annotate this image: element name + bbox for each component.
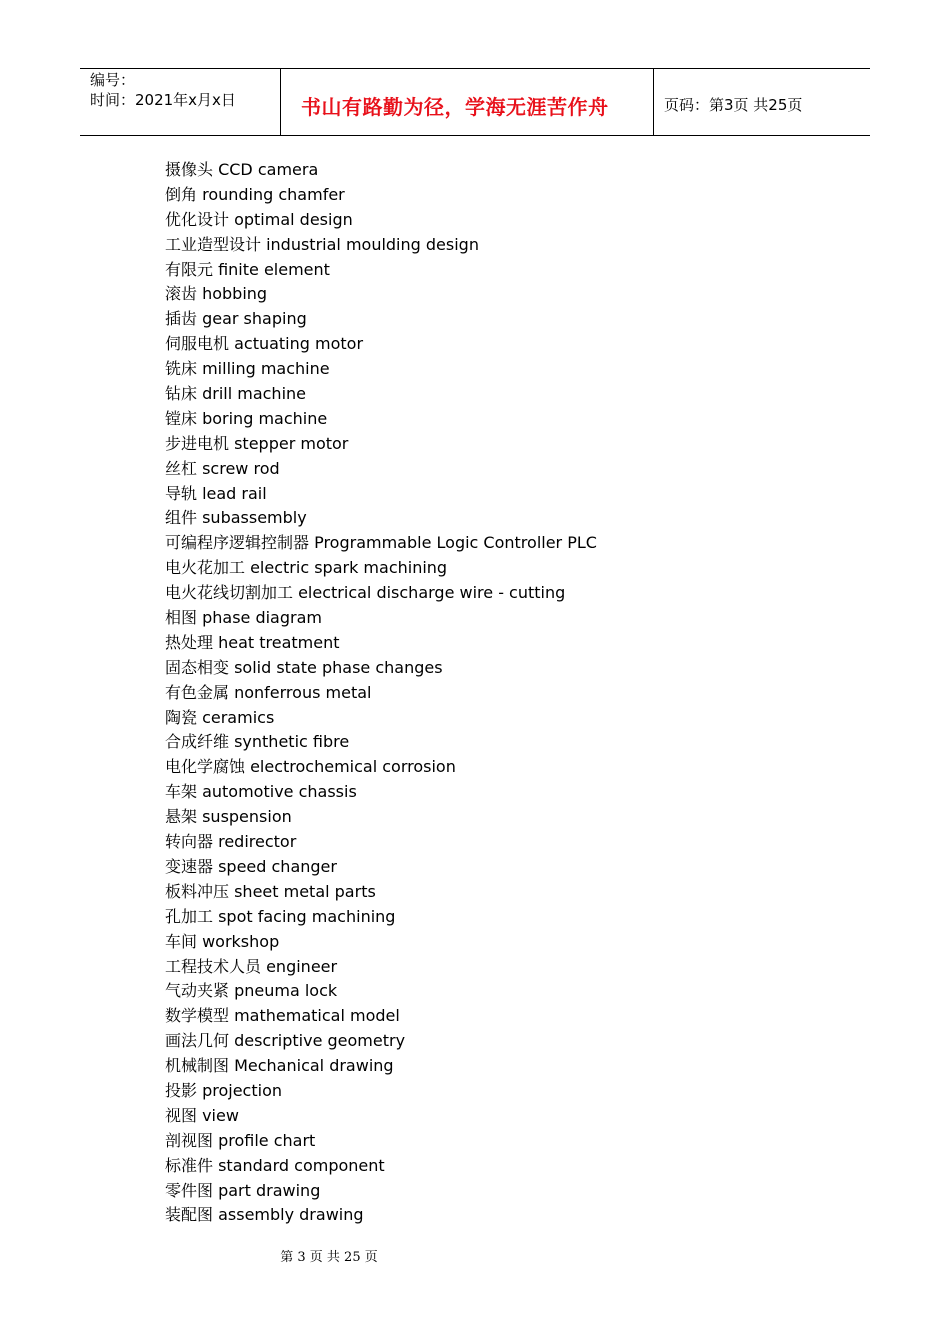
glossary-entry: 组件 subassembly	[165, 508, 307, 528]
glossary-entry: 镗床 boring machine	[165, 408, 328, 428]
glossary-entry: 标准件 standard component	[165, 1155, 385, 1175]
glossary-entry: 工业造型设计 industrial moulding design	[165, 234, 479, 254]
header-motto: 书山有路勤为径，学海无涯苦作舟	[301, 95, 609, 119]
glossary-entry: 有限元 finite element	[165, 259, 330, 279]
glossary-entry: 丝杠 screw rod	[165, 458, 280, 478]
glossary-entry: 机械制图 Mechanical drawing	[165, 1056, 394, 1076]
glossary-entry: 气动夹紧 pneuma lock	[165, 981, 338, 1001]
glossary-entry: 步进电机 stepper motor	[165, 433, 349, 453]
glossary-entry: 可编程序逻辑控制器 Programmable Logic Controller PLC	[165, 533, 597, 553]
header-page-info: 页码：第3页 共25页	[664, 96, 803, 114]
glossary-entry: 悬架 suspension	[165, 807, 292, 827]
glossary-entry: 固态相变 solid state phase changes	[165, 657, 443, 677]
glossary-entry: 插齿 gear shaping	[165, 309, 307, 329]
glossary-entry: 零件图 part drawing	[165, 1180, 321, 1200]
glossary-entry: 装配图 assembly drawing	[165, 1205, 364, 1225]
glossary-entry: 相图 phase diagram	[165, 608, 322, 628]
footer-page-number: 第 3 页 共 25 页	[280, 1250, 378, 1265]
glossary-entry: 倒角 rounding chamfer	[165, 184, 345, 204]
glossary-entry: 铣床 milling machine	[165, 359, 330, 379]
glossary-entry: 伺服电机 actuating motor	[165, 334, 364, 354]
glossary-entry: 变速器 speed changer	[165, 856, 337, 876]
glossary-entry: 电化学腐蚀 electrochemical corrosion	[165, 757, 456, 777]
glossary-entry: 滚齿 hobbing	[165, 284, 268, 304]
glossary-entry: 有色金属 nonferrous metal	[165, 682, 372, 702]
glossary-entry: 板料冲压 sheet metal parts	[165, 881, 376, 901]
glossary-entry: 车间 workshop	[165, 931, 280, 951]
glossary-entry: 钻床 drill machine	[165, 384, 307, 404]
glossary-entry: 车架 automotive chassis	[165, 782, 357, 802]
glossary-entry: 投影 projection	[165, 1080, 282, 1100]
page-footer	[0, 1246, 950, 1265]
glossary-entry: 陶瓷 ceramics	[165, 707, 275, 727]
glossary-list	[165, 158, 597, 1228]
glossary-entry: 电火花加工 electric spark machining	[165, 558, 448, 578]
glossary-entry: 电火花线切割加工 electrical discharge wire - cutting	[165, 583, 566, 603]
glossary-entry: 数学模型 mathematical model	[165, 1006, 400, 1026]
document-time-label: 时间：2021年x月x日	[90, 91, 236, 109]
glossary-entry: 优化设计 optimal design	[165, 209, 353, 229]
glossary-entry: 剖视图 profile chart	[165, 1130, 316, 1150]
header-meta-cell	[80, 69, 281, 135]
glossary-entry: 工程技术人员 engineer	[165, 956, 338, 976]
glossary-entry: 画法几何 descriptive geometry	[165, 1031, 406, 1051]
glossary-entry: 视图 view	[165, 1105, 239, 1125]
glossary-entry: 摄像头 CCD camera	[165, 160, 319, 179]
header-page-cell	[654, 69, 870, 135]
glossary-entry: 导轨 lead rail	[165, 483, 267, 503]
header-motto-cell	[281, 69, 654, 135]
page-header	[80, 68, 870, 136]
glossary-entry: 合成纤维 synthetic fibre	[165, 732, 350, 752]
document-number-label: 编号：	[90, 71, 136, 89]
glossary-entry: 热处理 heat treatment	[165, 632, 340, 652]
glossary-entry: 孔加工 spot facing machining	[165, 906, 396, 926]
glossary-entry: 转向器 redirector	[165, 832, 297, 852]
